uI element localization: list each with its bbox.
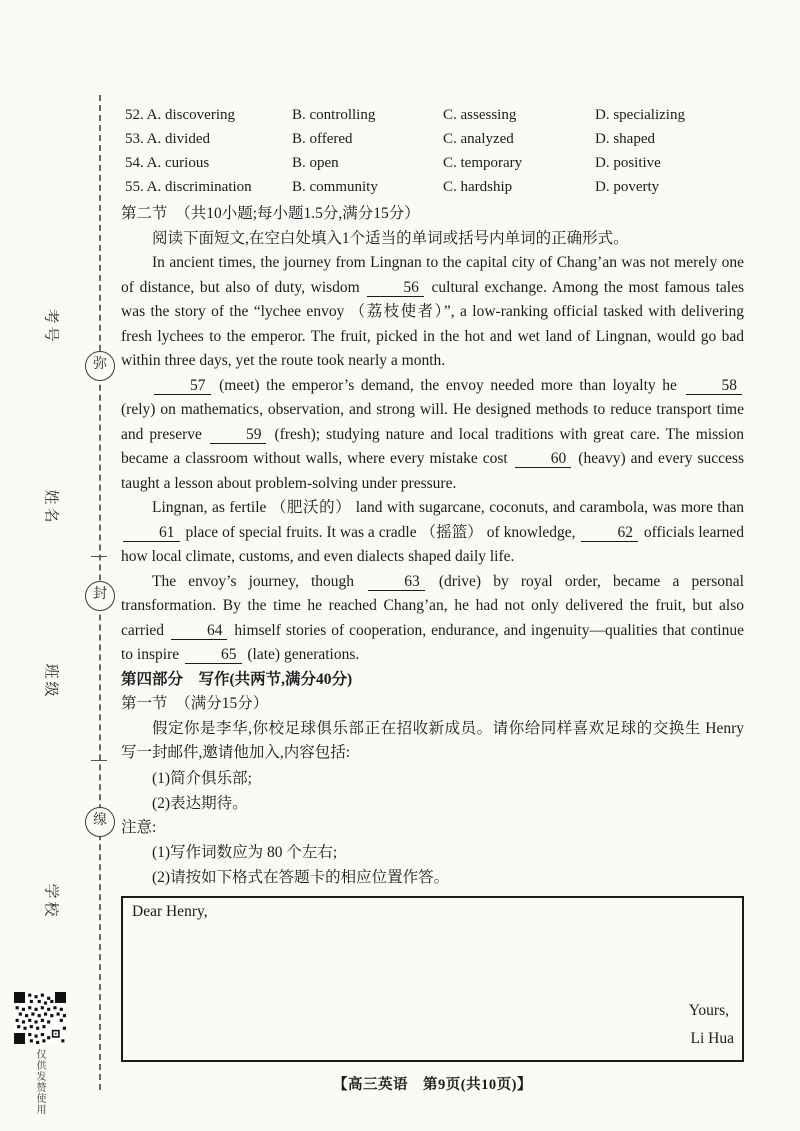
blank-64: 64 xyxy=(171,623,228,640)
blank-60: 60 xyxy=(515,451,572,468)
blank-57: 57 xyxy=(154,378,211,395)
blank-56: 56 xyxy=(367,280,424,297)
section-four-subheading: 第一节 （满分15分） xyxy=(121,695,269,712)
cloze-options-block xyxy=(125,103,744,199)
writing-prompt: 假定你是李华,你校足球俱乐部正在招收新成员。请你给同样喜欢足球的交换生 Henry 写一封邮件,邀请他加入,内容包括: xyxy=(121,719,744,761)
letter-closing: Yours, xyxy=(688,1002,729,1019)
notes-label: 注意: xyxy=(121,818,157,836)
writing-point-1: (1)简介俱乐部; xyxy=(152,769,252,787)
option-54-a: 54. A. curious xyxy=(125,155,210,171)
option-55-b: B. community xyxy=(292,179,378,195)
note-2: (2)请按如下格式在答题卡的相应位置作答。 xyxy=(152,868,450,886)
option-55-d: D. poverty xyxy=(595,179,660,195)
section-four-heading: 第四部分 写作(共两节,满分40分) xyxy=(121,670,353,688)
margin-label-exam-number: 考号 xyxy=(42,308,59,345)
note-1: (1)写作词数应为 80 个左右; xyxy=(152,843,338,861)
option-53-d: D. shaped xyxy=(595,131,655,147)
blank-62: 62 xyxy=(581,525,638,542)
blank-65: 65 xyxy=(185,647,242,664)
exam-content xyxy=(121,103,744,1097)
option-52-b: B. controlling xyxy=(292,107,376,123)
page-footer: 【高三英语 第9页(共10页)】 xyxy=(333,1076,532,1093)
answer-letter-box xyxy=(121,896,744,1062)
fold-tick-mark xyxy=(91,556,107,557)
option-53-b: B. offered xyxy=(292,131,353,147)
option-53-a: 53. A. divided xyxy=(125,131,210,147)
option-54-d: D. positive xyxy=(595,155,661,171)
cloze-paragraph-4: The envoy’s journey, though 63 (drive) by royal order, became a personal transformation. By the time he reached Chang’an, he had not only delivered the fruit, but also carried 64 himself stories of cooperation, endurance, and ingenuity—qualities that continue to inspire 65 (late) generations. xyxy=(121,572,744,663)
option-54-c: C. temporary xyxy=(443,155,523,171)
option-55-a: 55. A. discrimination xyxy=(125,179,252,195)
section-two-heading: 第二节 （共10小题;每小题1.5分,满分15分） xyxy=(121,205,420,222)
blank-58: 58 xyxy=(686,378,743,395)
option-52-a: 52. A. discovering xyxy=(125,107,235,123)
cloze-paragraph-1: In ancient times, the journey from Lingnan to the capital city of Chang’an was not merely one of distance, but also of duty, wisdom 56 cultural exchange. Among the most famous tales was the story of the “lychee envoy （荔枝使者）”, a low-ranking official tasked with delivering fresh lychees to the emperor. The fruit, picked in the hot and wet land of Lingnan, would go bad within three days, yet the route took nearly a month. xyxy=(121,254,744,369)
option-53-c: C. analyzed xyxy=(443,131,514,147)
margin-label-class: 班级 xyxy=(42,663,59,700)
writing-point-2: (2)表达期待。 xyxy=(152,794,248,812)
margin-label-school: 学校 xyxy=(42,883,59,920)
qr-code xyxy=(14,992,66,1044)
margin-label-name: 姓名 xyxy=(42,489,59,526)
blank-59: 59 xyxy=(210,427,267,444)
option-52-c: C. assessing xyxy=(443,107,517,123)
option-52-d: D. specializing xyxy=(595,107,685,123)
letter-signature: Li Hua xyxy=(690,1030,734,1047)
qr-caption: 仅供发赞使用 xyxy=(34,1049,45,1115)
seal-char-feng: 封 xyxy=(85,581,115,611)
blank-61: 61 xyxy=(123,525,180,542)
blank-63: 63 xyxy=(368,574,425,591)
option-55-c: C. hardship xyxy=(443,179,513,195)
option-54-b: B. open xyxy=(292,155,339,171)
letter-salutation: Dear Henry, xyxy=(132,902,208,920)
section-two-instruction: 阅读下面短文,在空白处填入1个适当的单词或括号内单词的正确形式。 xyxy=(152,229,629,247)
fold-tick-mark xyxy=(91,760,107,761)
seal-char-mi: 弥 xyxy=(85,351,115,381)
cloze-paragraph-3: Lingnan, as fertile （肥沃的） land with sugarcane, coconuts, and carambola, was more than 61 place of special fruits. It was a cradle （摇篮） of knowledge, 62 officials learned how local climate, customs, and even dialects shaped daily life. xyxy=(121,499,744,565)
seal-char-xian: 缐 xyxy=(85,807,115,837)
cloze-paragraph-2: 57 (meet) the emperor’s demand, the envoy needed more than loyalty he 58 (rely) on mathematics, observation, and strong will. He designed methods to reduce transport time and preserve 59 (fresh); studying nature and local traditions with great care. The mission became a classroom without walls, where every mistake cost 60 (heavy) and every success taught a lesson about problem-solving under pressure. xyxy=(121,376,744,492)
